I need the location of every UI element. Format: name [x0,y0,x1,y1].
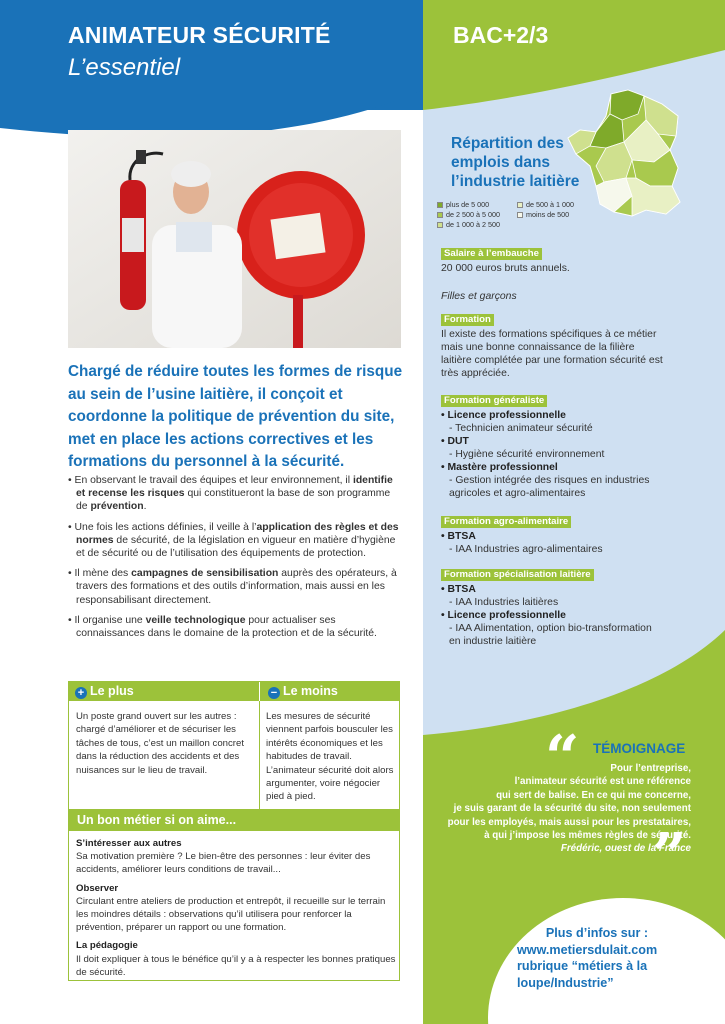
formation-tag: Formation [441,314,494,326]
plus-icon: + [75,687,87,699]
temoignage-line: pour les employés, mais aussi pour les prestataires, [447,816,691,828]
bullet-emphasis: veille technologique [145,614,246,626]
diploma-detail: - IAA Industries agro-alimentaires [449,544,603,555]
france-map [566,86,688,226]
repartition-title: Répartition des emplois dans l’industrie laitière [451,135,580,190]
bullet-text: auprès des opérateurs, à travers des formations et des outils d’information, mais aussi en les responsabilisant directement. [76,568,397,606]
minus-icon: − [268,687,280,699]
diploma-name: Mastère professionnel [447,462,558,473]
legend-label: de 2 500 à 5 000 [446,210,500,219]
minus-title: Le moins [283,684,338,698]
column-divider [259,701,260,809]
temoignage-line: l’animateur sécurité est une référence [514,776,691,788]
diploma-detail: - Hygiène sécurité environnement [449,449,605,460]
diploma-name: BTSA [447,531,476,542]
section-title: Observer [76,882,119,894]
bullet-emphasis: application des règles et des normes [76,521,399,546]
diploma-detail: - IAA Alimentation, option bio-transformation en industrie laitière [449,623,652,647]
minus-header [260,682,400,701]
temoignage-line: je suis garant de la sécurité du site, non seulement [453,803,691,815]
legend-label: moins de 500 [526,210,570,219]
bullet-text: Il organise une [74,614,146,626]
page-subtitle: L’essentiel [68,54,181,81]
legend-item [517,200,574,209]
agro-tag: Formation agro-alimentaire [441,516,571,528]
list-item: • DUT [441,436,469,447]
list-item: • Il mène des campagnes de sensibilisation auprès des opérateurs, à travers des formations et des outils d’information, mais aussi en les responsabilisant directement. [68,568,397,606]
info-text [517,925,707,991]
section-text: Il doit expliquer à tous le bénéfice qu’il y a à respecter les bonnes pratiques de sécurité. [76,953,396,978]
minus-text: Les mesures de sécurité viennent parfois bousculer les intérêts économiques et les habitudes de travail. L’animateur sécurité doit alors argumenter, voire négocier pied à pied. [266,711,394,803]
mission-list [68,474,403,647]
bullet-text: . [143,501,147,513]
bon-metier-body [76,837,396,984]
pros-cons-box [68,681,400,981]
bullet-emphasis: identifie et recense les risques [76,475,393,500]
section-title: La pédagogie [76,940,138,952]
bullet-emphasis: campagnes de sensibilisation [131,568,279,580]
legend-label: de 1 000 à 2 500 [446,220,500,229]
legend-swatch [517,202,523,208]
formation-block [441,313,666,380]
bullet-emphasis: prévention [90,501,144,513]
list-item: • En observant le travail des équipes et leur environnement, il identifie et recense les risques qui constitueront la base de son programme de prévention. [68,475,393,513]
temoignage-signature: Frédéric, ouest de la France [560,843,691,855]
section-title: S’intéresser aux autres [76,838,182,849]
bullet-text: Une fois les actions définies, il veille à l’ [74,521,257,533]
plus-header [69,682,259,701]
info-link[interactable]: www.metiersdulait.com [517,942,658,957]
bon-metier-header: Un bon métier si on aime... [69,809,399,831]
info-rubrique: rubrique “métiers à la loupe/Industrie” [517,959,648,990]
list-item: • Licence professionnelle [441,410,566,421]
photo-animateur [68,130,401,348]
laitiere-block [441,568,666,648]
legend-item [437,210,500,219]
list-item [76,882,396,935]
legend-label: de 500 à 1 000 [526,200,574,209]
list-item: • Il organise une veille technologique pour actualiser ses connaissances dans le domaine de la protection et de la sécurité. [68,614,377,640]
page-title: ANIMATEUR SÉCURITÉ [68,22,331,48]
list-item: • Mastère professionnel [441,462,558,473]
info-intro: Plus d’infos sur : [545,926,649,940]
legend-swatch [437,202,443,208]
legend-item [437,200,489,209]
list-item [76,837,396,877]
lead-paragraph: Chargé de réduire toutes les formes de risque au sein de l’usine laitière, il conçoit et coordonne la politique de prévention du site, met en place les actions correctives et les formations du personnel à la sécurité. [68,363,403,470]
plus-text: Un poste grand ouvert sur les autres : chargé d’améliorer et de sécuriser les tâches de tous, c’est un maillon concret dans la réduction des accidents et des nuisances sur le lieu de travail. [76,711,244,776]
list-item: • BTSA [441,531,476,542]
salaire-text: 20 000 euros bruts annuels. [441,263,570,274]
quote-close-icon: ” [652,821,687,891]
salaire-tag: Salaire à l’embauche [441,248,542,260]
legend-swatch [437,212,443,218]
list-item: • Une fois les actions définies, il veille à l’application des règles et des normes de sécurité, de la législation en vigueur en matière d’hygiène et de sécurité ou de l’utilisation des équipements de protection. [68,521,399,560]
legend-swatch [437,222,443,228]
temoignage-title: TÉMOIGNAGE [593,741,686,756]
generaliste-tag: Formation généraliste [441,395,547,407]
quote-open-icon: “ [545,723,580,793]
temoignage-line: Pour l’entreprise, [610,763,691,774]
temoignage-line: qui sert de balise. En ce qui me concerne, [496,789,691,801]
agro-block [441,515,666,556]
section-text: Sa motivation première ? Le bien-être des personnes : leur éviter des accidents, améliorer leurs conditions de travail... [76,851,371,876]
generaliste-block [441,394,666,500]
list-item: • BTSA [441,584,476,595]
list-item [76,939,396,979]
list-item: • Licence professionnelle [441,610,566,621]
diploma-name: Licence professionnelle [447,410,566,421]
bullet-text: qui constitueront la base de son programme de [76,488,391,513]
diploma-detail: - IAA Industries laitières [449,597,559,608]
bullet-text: pour actualiser ses connaissances dans le domaine de la protection et de la sécurité. [76,614,377,640]
legend-item [517,210,569,219]
legend-item [437,220,500,229]
level-badge: BAC+2/3 [453,22,549,48]
salaire-block [441,247,666,275]
laitiere-tag: Formation spécialisation laitière [441,569,594,581]
public-text: Filles et garçons [441,291,517,302]
diploma-name: Licence professionnelle [447,610,566,621]
bullet-text: Il mène des [74,568,132,580]
legend-swatch [517,212,523,218]
bullet-text: de sécurité, de la législation en vigueur en matière d’hygiène et de sécurité ou de l’utilisation des équipements de protection. [76,534,396,560]
diploma-detail: - Technicien animateur sécurité [449,423,593,434]
diploma-detail: - Gestion intégrée des risques en industries agricoles et agro-alimentaires [449,475,650,499]
legend-label: plus de 5 000 [446,200,490,209]
section-text: Circulant entre ateliers de production et entrepôt, il recueille sur le terrain les moindres détails : observations qu’il utilisera pour renforcer la prévention, préparer un rapport ou une formation. [76,895,386,934]
formation-text: Il existe des formations spécifiques à ce métier mais une bonne connaissance de la filière laitière complétée par une formation sécurité est très appréciée. [441,329,663,379]
bullet-text: En observant le travail des équipes et leur environnement, il [74,475,353,486]
temoignage-line: à qui j’impose les mêmes règles de sécurité. [484,830,691,842]
diploma-name: DUT [447,436,469,447]
diploma-name: BTSA [447,584,476,595]
plus-title: Le plus [90,684,134,698]
